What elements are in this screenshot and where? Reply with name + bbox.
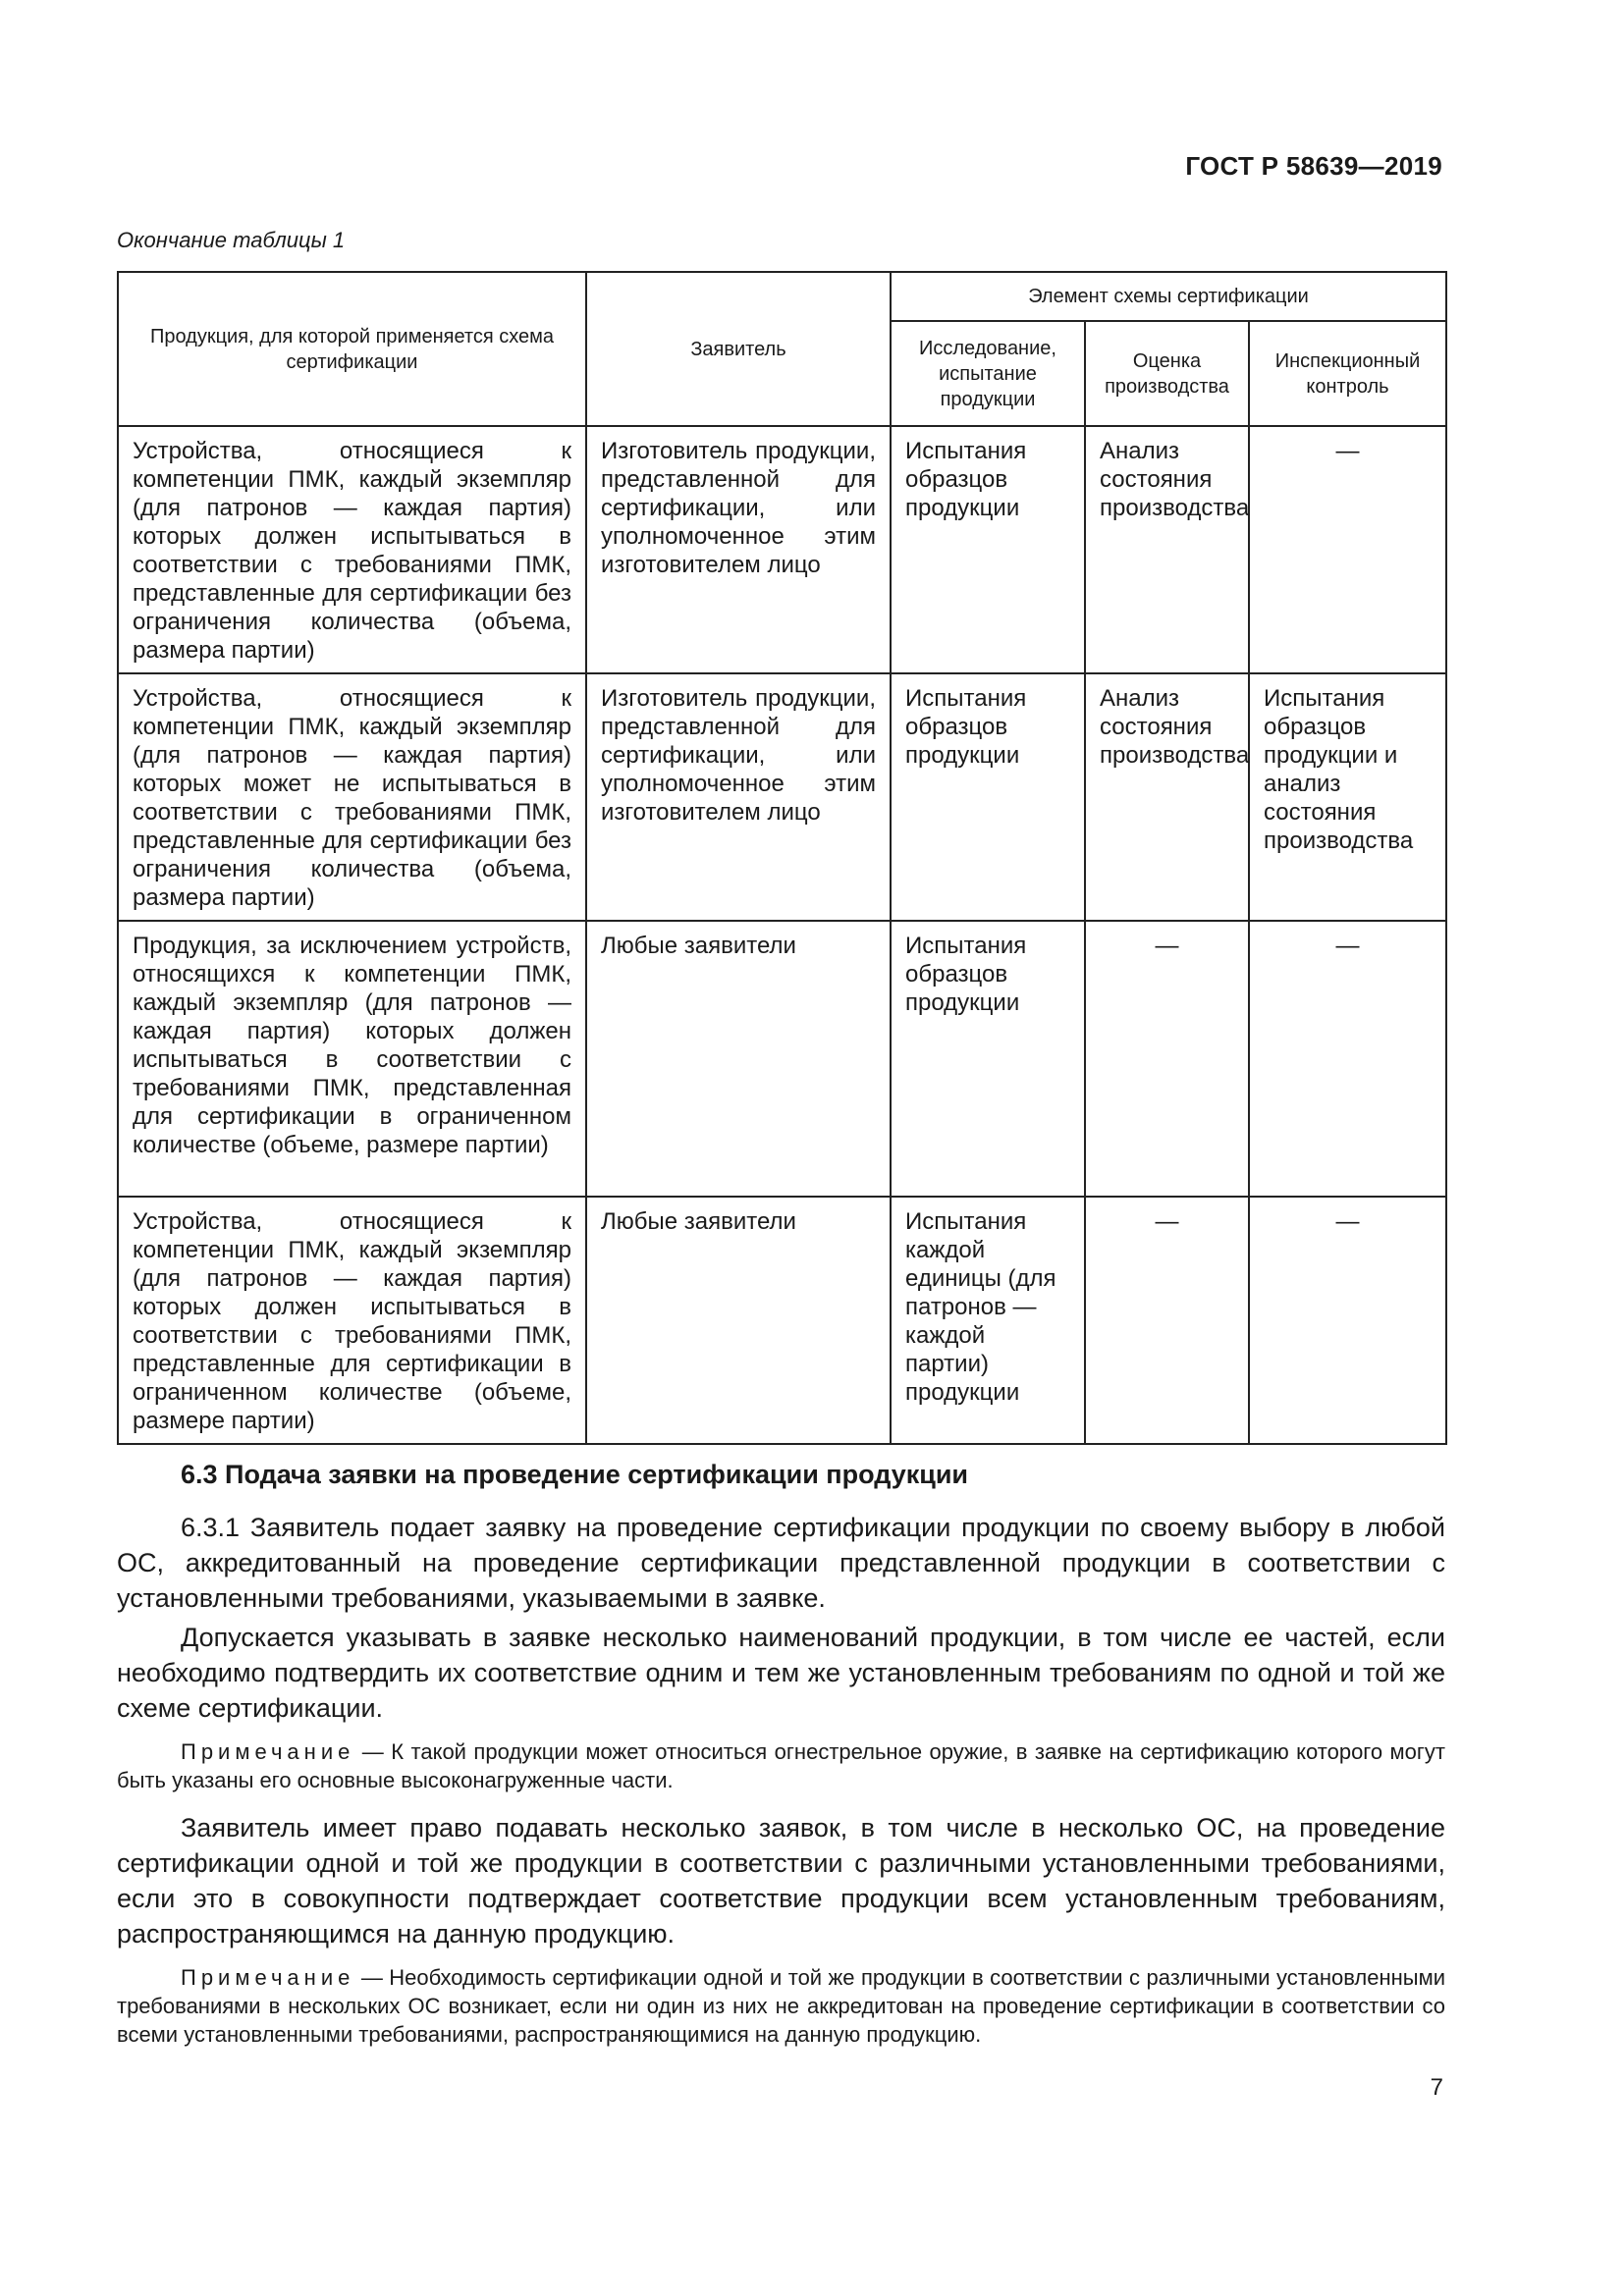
cell-production: Анализ состояния производства bbox=[1085, 426, 1249, 673]
cell-research: Испытания каждой единицы (для патронов — каждой партии) продукции bbox=[891, 1197, 1085, 1444]
header-research: Исследование, испытание продукции bbox=[891, 321, 1085, 426]
table-row bbox=[118, 673, 1446, 921]
cell-product: Устройства, относящиеся к компетенции ПМК, каждый экземпляр (для патронов — каждая партия) которых должен испытываться в соответствии с требованиями ПМК, представленные для сертификации без ограничения количества (объема, размера партии) bbox=[118, 426, 586, 673]
cell-applicant: Изготовитель продукции, представленной для сертификации, или уполномоченное этим изготовителем лицо bbox=[586, 426, 891, 673]
table-header-row bbox=[118, 272, 1446, 321]
table-body bbox=[118, 426, 1446, 1444]
note bbox=[117, 1963, 1445, 2049]
note bbox=[117, 1737, 1445, 1794]
cell-research: Испытания образцов продукции bbox=[891, 921, 1085, 1197]
table-caption: Окончание таблицы 1 bbox=[117, 228, 346, 252]
cell-product: Устройства, относящиеся к компетенции ПМК, каждый экземпляр (для патронов — каждая партия) которых может не испытываться в соответствии с требованиями ПМК, представленные для сертификации без ограничения количества (объема, размера партии) bbox=[118, 673, 586, 921]
cell-inspection: — bbox=[1249, 921, 1446, 1197]
cell-product: Продукция, за исключением устройств, относящихся к компетенции ПМК, каждый экземпляр (для патронов — каждая партия) которых должен испытываться в соответствии с требованиями ПМК, представленная для сертификации в ограниченном количестве (объеме, размере партии) bbox=[118, 921, 586, 1197]
header-scheme-element-group: Элемент схемы сертификации bbox=[891, 272, 1446, 321]
table-row bbox=[118, 1197, 1446, 1444]
header-production: Оценка производства bbox=[1085, 321, 1249, 426]
paragraph: Допускается указывать в заявке несколько наименований продукции, в том числе ее частей, если необходимо подтвердить их соответствие одним и тем же установленным требованиям по одной и той же схеме сертификации. bbox=[117, 1623, 1445, 1723]
header-inspection: Инспекционный контроль bbox=[1249, 321, 1446, 426]
table-row bbox=[118, 426, 1446, 673]
note-text: — К такой продукции может относиться огнестрельное оружие, в заявке на сертификацию которого могут быть указаны его основные высоконагруженные части. bbox=[117, 1739, 1445, 1792]
note-label: Примечание bbox=[181, 1965, 355, 1990]
cell-inspection: — bbox=[1249, 1197, 1446, 1444]
table-header bbox=[118, 272, 1446, 426]
header-product: Продукция, для которой применяется схема сертификации bbox=[118, 272, 586, 426]
cell-product: Устройства, относящиеся к компетенции ПМК, каждый экземпляр (для патронов — каждая партия) которых должен испытываться в соответствии с требованиями ПМК, представленные для сертификации в ограниченном количестве (объеме, размере партии) bbox=[118, 1197, 586, 1444]
document-code-header: ГОСТ Р 58639—2019 bbox=[1185, 151, 1442, 181]
note-label: Примечание bbox=[181, 1739, 355, 1764]
section-heading: 6.3 Подача заявки на проведение сертификации продукции bbox=[181, 1460, 969, 1489]
cell-inspection: Испытания образцов продукции и анализ состояния производства bbox=[1249, 673, 1446, 921]
certification-scheme-table bbox=[117, 271, 1447, 1445]
cell-inspection: — bbox=[1249, 426, 1446, 673]
cell-production: Анализ состояния производства bbox=[1085, 673, 1249, 921]
cell-research: Испытания образцов продукции bbox=[891, 426, 1085, 673]
header-applicant: Заявитель bbox=[586, 272, 891, 426]
cell-research: Испытания образцов продукции bbox=[891, 673, 1085, 921]
cell-production: — bbox=[1085, 1197, 1249, 1444]
cell-production: — bbox=[1085, 921, 1249, 1197]
cell-applicant: Любые заявители bbox=[586, 1197, 891, 1444]
page-number: 7 bbox=[1430, 2074, 1443, 2101]
cell-applicant: Любые заявители bbox=[586, 921, 891, 1197]
section-body bbox=[117, 1457, 1445, 2064]
paragraph: 6.3.1 Заявитель подает заявку на проведение сертификации продукции по своему выбору в любой ОС, аккредитованный на проведение сертификации представленной продукции в соответствии с установленными требованиями, указываемыми в заявке. bbox=[117, 1513, 1445, 1613]
cell-applicant: Изготовитель продукции, представленной для сертификации, или уполномоченное этим изготовителем лицо bbox=[586, 673, 891, 921]
note-text: — Необходимость сертификации одной и той же продукции в соответствии с различными установленными требованиями в нескольких ОС возникает, если ни один из них не аккредитован на проведение сертификации в соответствии со всеми установленными требованиями, распространяющимися на данную продукцию. bbox=[117, 1965, 1445, 2047]
table-row bbox=[118, 921, 1446, 1197]
paragraph: Заявитель имеет право подавать несколько заявок, в том числе в несколько ОС, на проведение сертификации одной и той же продукции в соответствии с различными установленными требованиями, если это в совокупности подтверждает соответствие продукции всем установленным требованиям, распространяющимся на данную продукцию. bbox=[117, 1813, 1445, 1949]
